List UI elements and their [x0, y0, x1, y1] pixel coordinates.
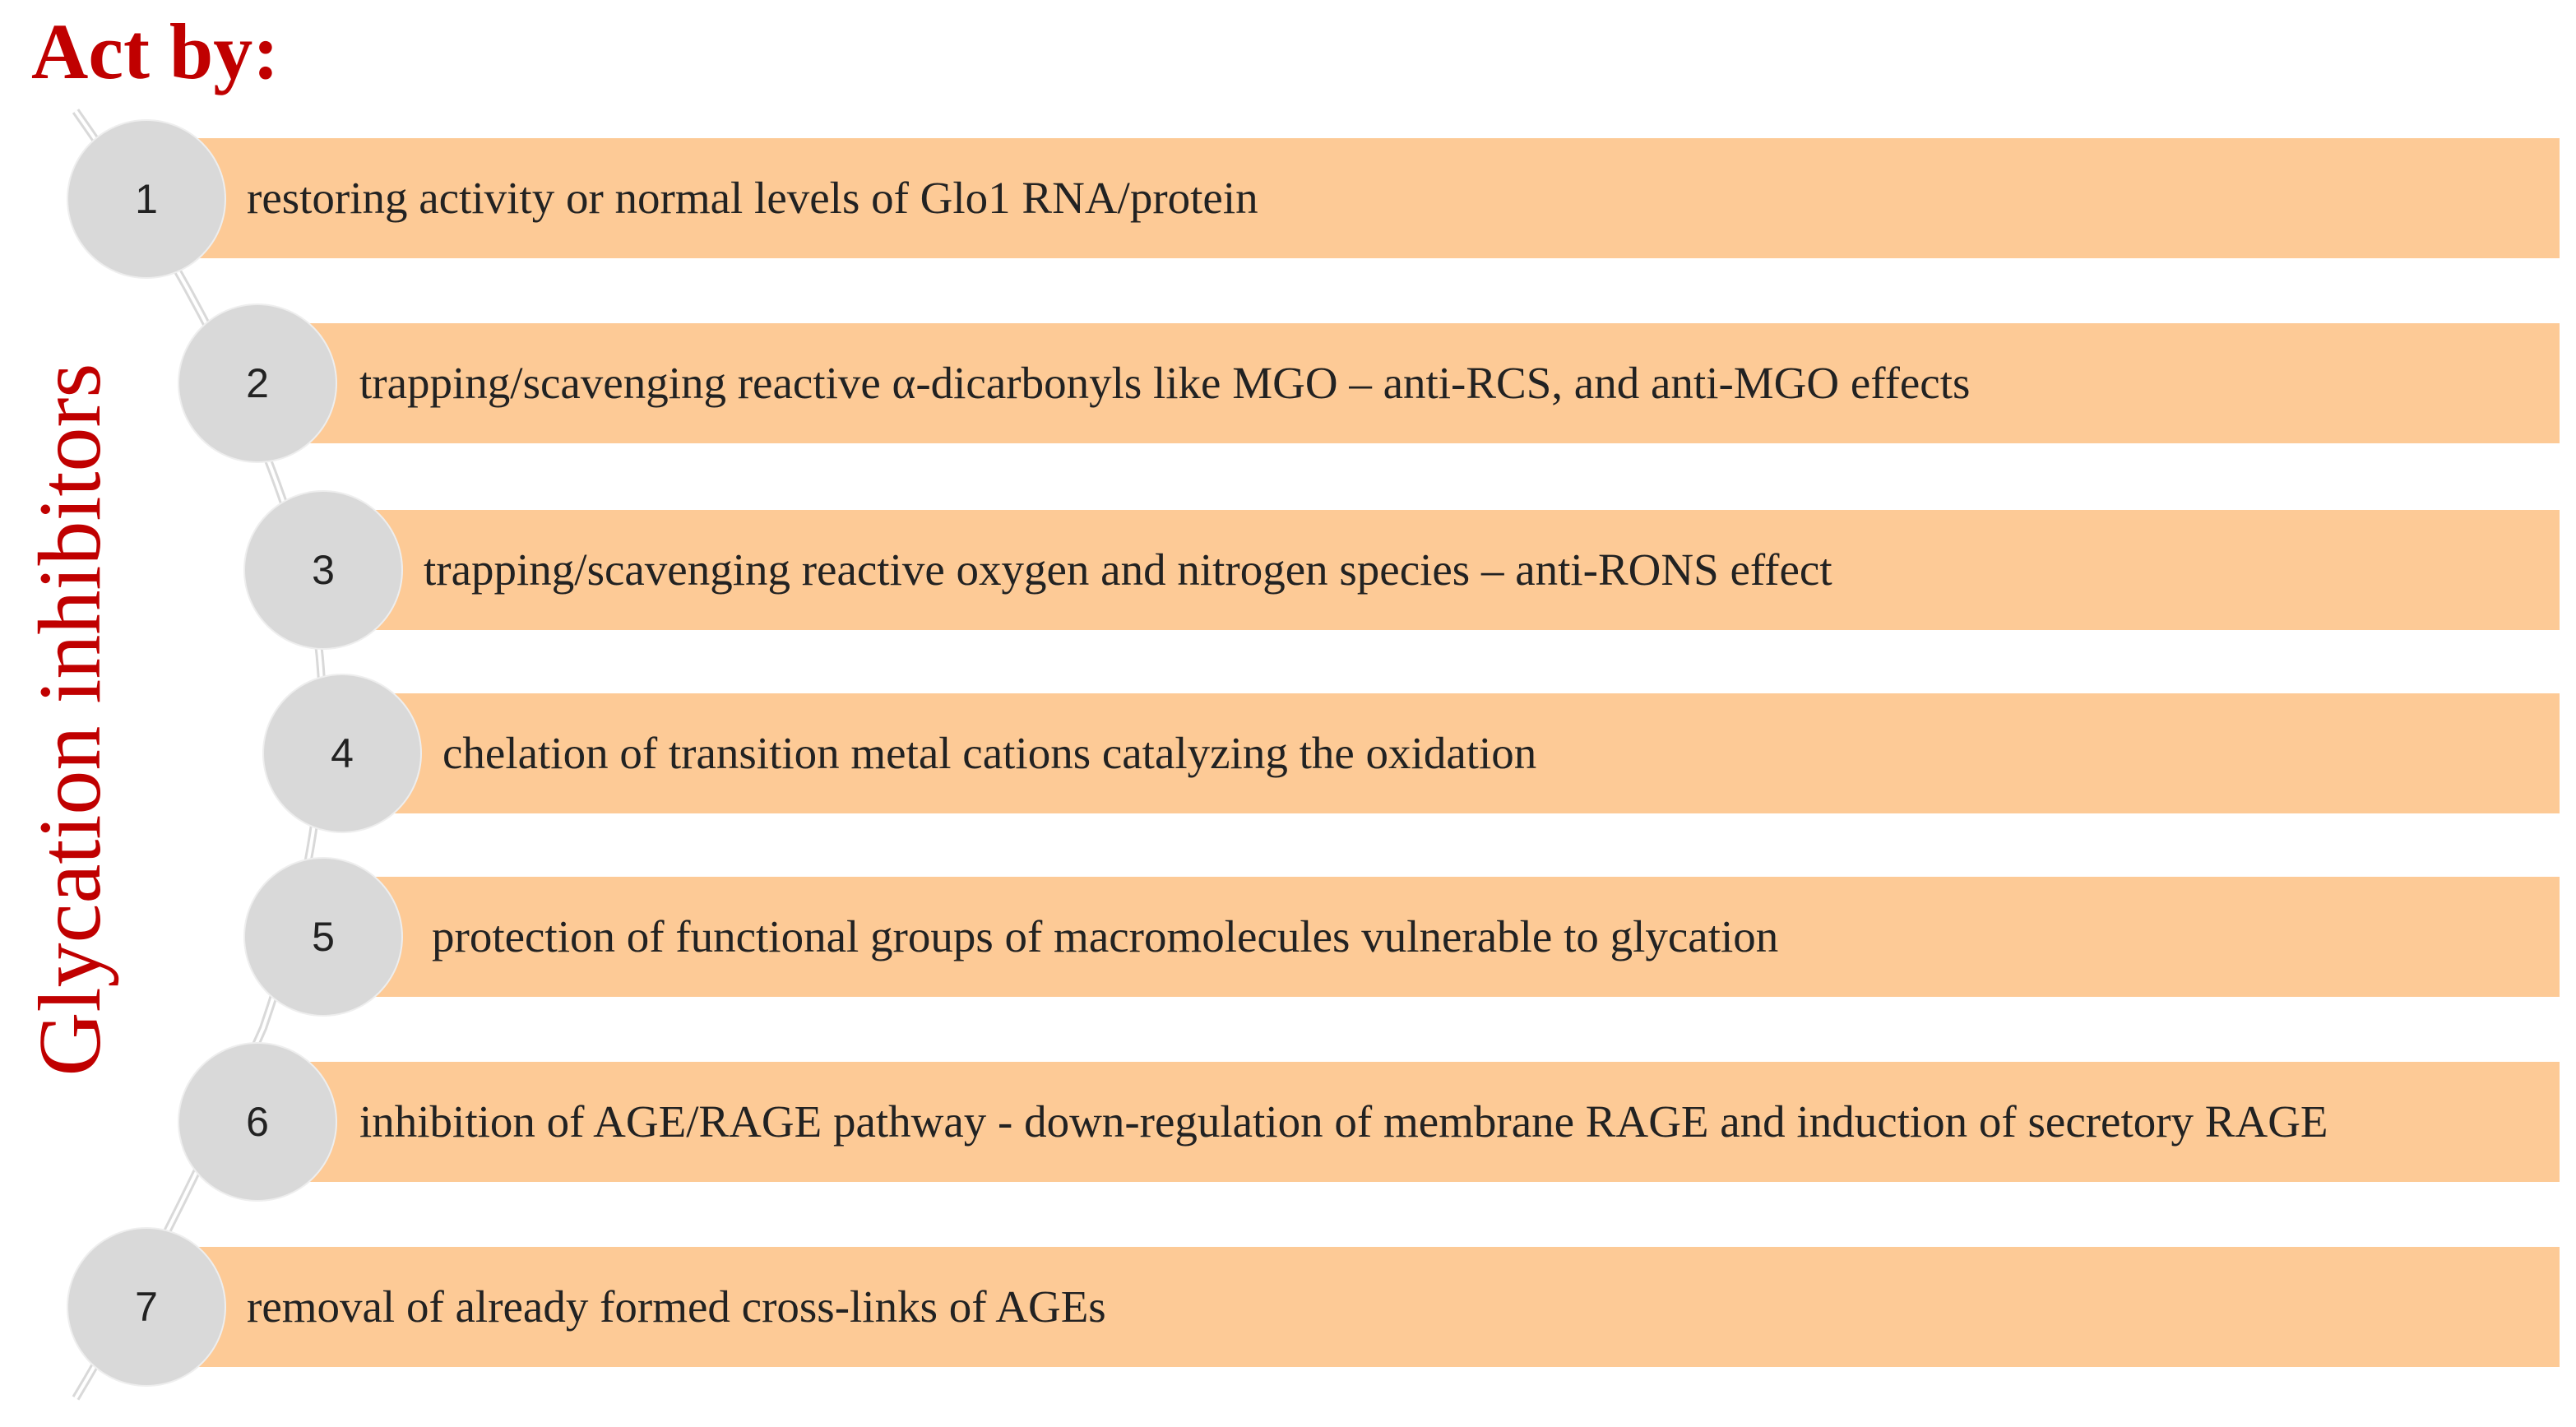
item-number-circle-2	[179, 305, 336, 461]
item-bar-2	[308, 323, 2560, 443]
item-bar-4	[393, 693, 2560, 813]
item-bar-5	[374, 877, 2560, 997]
item-number-circle-6	[179, 1044, 336, 1200]
item-bar-7	[197, 1247, 2560, 1367]
item-number-circle-7	[68, 1229, 225, 1385]
item-number: 7	[135, 1284, 158, 1330]
item-text: trapping/scavenging reactive oxygen and nitrogen species – anti-RONS effect	[424, 544, 1832, 595]
side-label: Glycation inhibitors	[21, 363, 119, 1077]
item-number-circle-4	[264, 675, 420, 832]
item-bar-6	[308, 1062, 2560, 1182]
item-bar-3	[374, 510, 2560, 630]
item-number: 2	[246, 360, 269, 406]
item-number-circle-3	[245, 492, 401, 648]
item-number-circle-1	[68, 121, 225, 277]
diagram-title: Act by:	[31, 7, 280, 95]
item-text: inhibition of AGE/RAGE pathway - down-regulation of membrane RAGE and induction of secretory RAGE	[359, 1096, 2328, 1147]
item-text: protection of functional groups of macromolecules vulnerable to glycation	[432, 911, 1779, 962]
item-text: chelation of transition metal cations catalyzing the oxidation	[442, 728, 1537, 779]
item-number: 6	[246, 1099, 269, 1145]
item-number: 5	[312, 914, 335, 960]
item-text: trapping/scavenging reactive α-dicarbonyls like MGO – anti-RCS, and anti-MGO effects	[359, 358, 1971, 409]
item-number: 3	[312, 547, 335, 593]
item-number: 4	[331, 730, 354, 776]
item-bar-1	[197, 138, 2560, 258]
item-number-circle-5	[245, 859, 401, 1015]
item-text: restoring activity or normal levels of Glo1 RNA/protein	[247, 173, 1258, 224]
item-text: removal of already formed cross-links of AGEs	[247, 1281, 1106, 1332]
item-number: 1	[135, 176, 158, 222]
